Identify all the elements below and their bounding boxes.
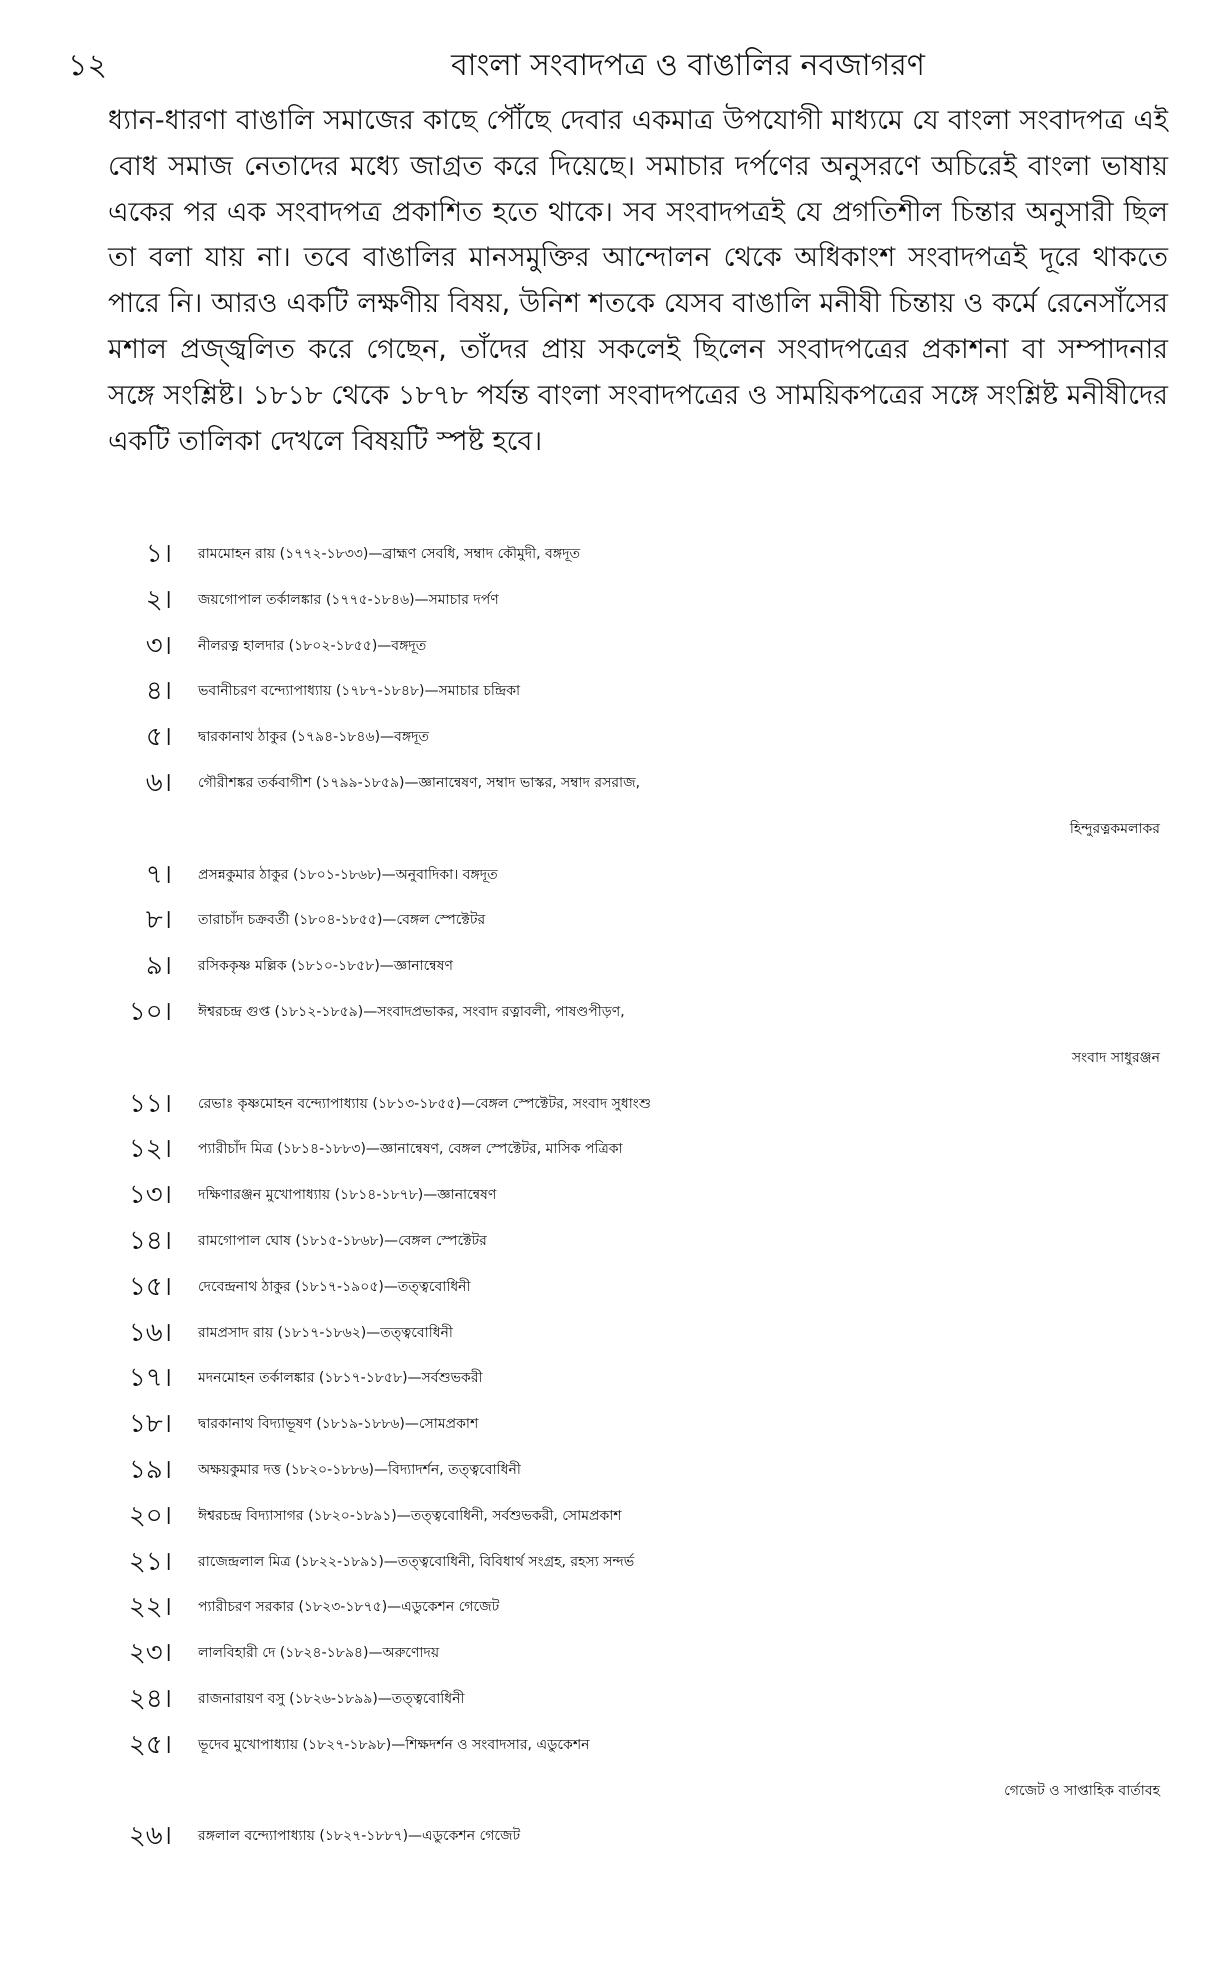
page-header (68, 40, 1168, 92)
list-item-number: ১২। (128, 1134, 172, 1165)
list-item-number: ১৯। (128, 1454, 172, 1485)
list-item-number: ২১। (128, 1546, 172, 1577)
list-item-number: ১৫। (128, 1271, 172, 1302)
list-item-number: ২৬। (128, 1821, 172, 1852)
list-item-text: অক্ষয়কুমার দত্ত (১৮২০-১৮৮৬)—বিদ্যাদর্শন, তত্ত্ববোধিনী (198, 1461, 521, 1478)
list-item-continuation: গেজেট ও সাপ্তাহিক বার্তাবহ (1004, 1782, 1160, 1799)
list-item-number: ৭। (145, 859, 172, 890)
list-item-number: ২০। (128, 1500, 172, 1531)
list-item-number: ১৮। (128, 1409, 172, 1440)
list-item-number: ১১। (128, 1088, 172, 1119)
list-item-text: তারাচাঁদ চক্রবর্তী (১৮০৪-১৮৫৫)—বেঙ্গল স্পেক্টেটর (198, 912, 486, 929)
list-item-text: রেভাঃ কৃষ্ণমোহন বন্দ্যোপাধ্যায় (১৮১৩-১৮৫৫)—বেঙ্গল স্পেক্টেটর, সংবাদ সুধাংশু (198, 1095, 651, 1112)
page-number: ১২ (68, 48, 107, 83)
list-item-number: ১৭। (128, 1363, 172, 1394)
list-item-text: প্যারীচরণ সরকার (১৮২৩-১৮৭৫)—এডুকেশন গেজেট (198, 1599, 500, 1616)
list-item (90, 761, 1170, 853)
list-item-number: ২। (145, 584, 172, 615)
list-item (90, 532, 1170, 578)
list-item-text: রামমোহন রায় (১৭৭২-১৮৩৩)—ব্রাহ্মণ সেবধি, সম্বাদ কৌমুদী, বঙ্গদূত (198, 546, 580, 562)
list-item-text: প্রসন্নকুমার ঠাকুর (১৮০১-১৮৬৮)—অনুবাদিকা। বঙ্গদূত (198, 866, 498, 883)
list-item-continuation: সংবাদ সাধুরঞ্জন (1071, 1049, 1160, 1066)
list-item-text: রাজেন্দ্রলাল মিত্র (১৮২২-১৮৯১)—তত্ত্ববোধিনী, বিবিধার্থ সংগ্রহ, রহস্য সন্দর্ভ (198, 1553, 635, 1570)
list-item (90, 1631, 1170, 1677)
list-item-text: ভবানীচরণ বন্দ্যোপাধ্যায় (১৭৮৭-১৮৪৮)—সমাচার চন্দ্রিকা (198, 683, 521, 700)
list-item-number: ১০। (128, 996, 172, 1027)
list-item (90, 624, 1170, 670)
list-item (90, 1448, 1170, 1494)
list-item-number: ১। (145, 539, 172, 569)
list-item (90, 715, 1170, 761)
running-title: বাংলা সংবাদপত্র ও বাঙালির নবজাগরণ (451, 48, 925, 83)
list-item-number: ৬। (145, 767, 172, 798)
intro-section (108, 98, 1168, 464)
list-item-text: দ্বারকানাথ ঠাকুর (১৭৯৪-১৮৪৬)—বঙ্গদূত (198, 729, 429, 746)
list-item-text: প্যারীচাঁদ মিত্র (১৮১৪-১৮৮৩)—জ্ঞানান্বেষণ, বেঙ্গল স্পেক্টেটর, মাসিক পত্রিকা (198, 1141, 623, 1158)
list-item (90, 1585, 1170, 1631)
list-item (90, 990, 1170, 1082)
list-item-text: রাজনারায়ণ বসু (১৮২৬-১৮৯৯)—তত্ত্ববোধিনী (198, 1690, 465, 1707)
list-item-text: ভূদেব মুখোপাধ্যায় (১৮২৭-১৮৯৮)—শিক্ষদর্শন ও সংবাদসার, এডুকেশন (198, 1736, 590, 1753)
list-item (90, 1723, 1170, 1815)
list-item (90, 1356, 1170, 1402)
list-item-text: রামপ্রসাদ রায় (১৮১৭-১৮৬২)—তত্ত্ববোধিনী (198, 1324, 453, 1341)
list-item-number: ২৪। (128, 1683, 172, 1714)
list-item-text: ঈশ্বরচন্দ্র গুপ্ত (১৮১২-১৮৫৯)—সংবাদপ্রভাকর, সংবাদ রত্নাবলী, পাষণ্ডপীড়ণ, (198, 1003, 625, 1020)
list-item (90, 1677, 1170, 1723)
list-item-number: ২৩। (128, 1638, 172, 1669)
list-item-text: নীলরত্ন হালদার (১৮০২-১৮৫৫)—বঙ্গদূত (198, 637, 427, 654)
list-item-text: রামগোপাল ঘোষ (১৮১৫-১৮৬৮)—বেঙ্গল স্পেক্টেটর (198, 1232, 487, 1249)
list-item-text: রঙ্গলাল বন্দ্যোপাধ্যায় (১৮২৭-১৮৮৭)—এডুকেশন গেজেট (198, 1828, 521, 1845)
editors-list (90, 532, 1170, 1860)
list-item-number: ৯। (145, 951, 172, 982)
list-item-text: রসিককৃষ্ণ মল্লিক (১৮১০-১৮৫৮)—জ্ঞানান্বেষণ (198, 958, 453, 975)
list-item (90, 1127, 1170, 1173)
list-item (90, 1494, 1170, 1540)
list-item (90, 1082, 1170, 1128)
list-item-number: ৫। (145, 722, 172, 753)
list-item (90, 1173, 1170, 1219)
list-item (90, 1265, 1170, 1311)
list-item (90, 1402, 1170, 1448)
list-item-text: ঈশ্বরচন্দ্র বিদ্যাসাগর (১৮২০-১৮৯১)—তত্ত্ববোধিনী, সর্বশুভকরী, সোমপ্রকাশ (198, 1507, 622, 1524)
list-item-continuation: হিন্দুরত্নকমলাকর (1069, 820, 1160, 837)
list-item-text: লালবিহারী দে (১৮২৪-১৮৯৪)—অরুণোদয় (198, 1645, 440, 1662)
list-item (90, 1219, 1170, 1265)
list-item-number: ১৩। (128, 1180, 172, 1211)
list-item-text: জয়গোপাল তর্কালঙ্কার (১৭৭৫-১৮৪৬)—সমাচার দর্পণ (198, 591, 499, 608)
list-item-text: দেবেন্দ্রনাথ ঠাকুর (১৮১৭-১৯০৫)—তত্ত্ববোধিনী (198, 1278, 471, 1295)
list-item-text: দ্বারকানাথ বিদ্যাভূষণ (১৮১৯-১৮৮৬)—সোমপ্রকাশ (198, 1416, 479, 1433)
list-item-text: মদনমোহন তর্কালঙ্কার (১৮১৭-১৮৫৮)—সর্বশুভকরী (198, 1370, 483, 1387)
list-item-number: ৮। (145, 905, 172, 936)
list-item-number: ২২। (128, 1592, 172, 1623)
list-item (90, 853, 1170, 899)
list-item (90, 1540, 1170, 1586)
list-item (90, 898, 1170, 944)
list-item-number: ১৪। (128, 1225, 172, 1256)
list-item-number: ২৫। (128, 1729, 172, 1760)
list-item (90, 1311, 1170, 1357)
list-item-text: দক্ষিণারঞ্জন মুখোপাধ্যায় (১৮১৪-১৮৭৮)—জ্ঞানান্বেষণ (198, 1187, 497, 1204)
list-item (90, 669, 1170, 715)
list-item-number: ৪। (145, 676, 172, 707)
list-item (90, 578, 1170, 624)
list-item (90, 1814, 1170, 1860)
list-item-number: ১৬। (128, 1317, 172, 1348)
list-item-number: ৩। (145, 630, 172, 661)
list-item (90, 944, 1170, 990)
list-item-text: গৌরীশঙ্কর তর্কবাগীশ (১৭৯৯-১৮৫৯)—জ্ঞানান্বেষণ, সম্বাদ ভাস্কর, সম্বাদ রসরাজ, (198, 774, 641, 791)
intro-paragraph: ধ্যান-ধারণা বাঙালি সমাজের কাছে পৌঁছে দেবার একমাত্র উপযোগী মাধ্যমে যে বাংলা সংবাদপত্র এই বোধ সমাজ নেতাদের মধ্যে জাগ্রত করে দিয়েছে। সমাচার দর্পণের অনুসরণে অচিরেই বাংলা ভাষায় একের পর এক সংবাদপত্র প্রকাশিত হতে থাকে। সব সংবাদপত্রই যে প্রগতিশীল চিন্তার অনুসারী ছিল তা বলা যায় না। তবে বাঙালির মানসমুক্তির আন্দোলন থেকে অধিকাংশ সংবাদপত্রই দূরে থাকতে পারে নি। আরও একটি লক্ষণীয় বিষয়, উনিশ শতকে যেসব বাঙালি মনীষী চিন্তায় ও কর্মে রেনেসাঁসের মশাল প্রজ্জ্বলিত করে গেছেন, তাঁদের প্রায় সকলেই ছিলেন সংবাদপত্রের প্রকাশনা বা সম্পাদনার সঙ্গে সংশ্লিষ্ট। ১৮১৮ থেকে ১৮৭৮ পর্যন্ত বাংলা সংবাদপত্রের ও সাময়িকপত্রের সঙ্গে সংশ্লিষ্ট মনীষীদের একটি তালিকা দেখলে বিষয়টি স্পষ্ট হবে। (108, 105, 1168, 457)
